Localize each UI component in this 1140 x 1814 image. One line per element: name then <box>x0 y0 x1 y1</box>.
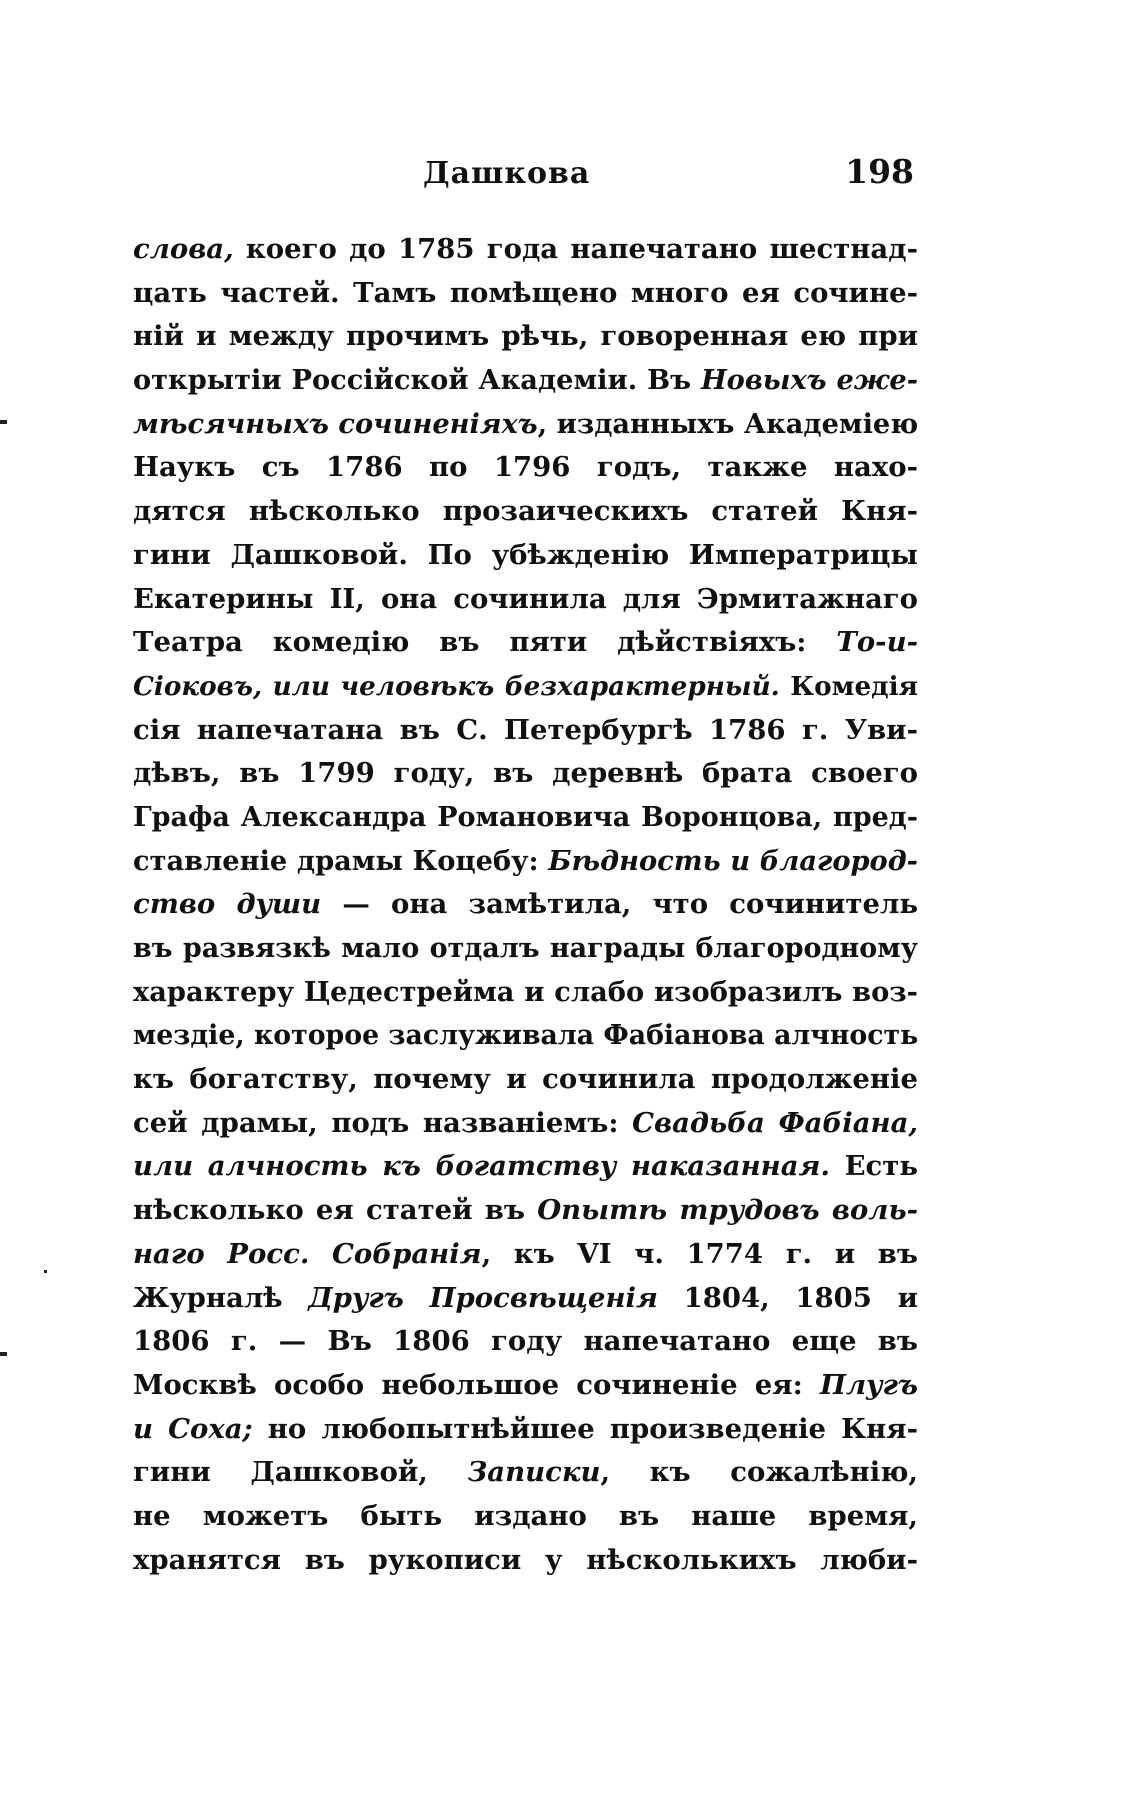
text-segment: 1806 г. — Въ 1806 году напечатано еще въ <box>133 1325 918 1358</box>
text-segment: нѣсколько ея статей въ <box>133 1194 538 1227</box>
body-text <box>133 228 918 1582</box>
text-line <box>133 1539 918 1583</box>
italic-title-segment: слова, <box>133 233 234 265</box>
text-segment: къ богатству, почему и сочинила продолженіе <box>133 1063 918 1096</box>
text-line <box>133 1014 918 1058</box>
text-segment: Графа Александра Романовича Воронцова, пред- <box>133 801 918 833</box>
text-line <box>133 1145 918 1189</box>
margin-dot <box>44 1270 47 1273</box>
text-line <box>133 971 918 1015</box>
text-segment: коего до 1785 года напечатано шестнад- <box>233 233 918 265</box>
italic-title-segment: наго Росс. Собранія <box>133 1237 482 1270</box>
text-segment: Театра комедію въ пяти дѣйствіяхъ: <box>133 626 837 659</box>
italic-title-segment: Плугъ <box>819 1368 918 1401</box>
italic-title-segment: или алчность къ богатству наказанная. <box>133 1150 830 1183</box>
text-line <box>133 796 918 840</box>
text-line <box>133 1364 918 1408</box>
italic-title-segment: Другъ Просвѣщенія <box>308 1281 658 1314</box>
text-segment: хранятся въ рукописи у нѣсколькихъ люби- <box>133 1543 918 1576</box>
text-segment: но любопытнѣйшее произведеніе Кня- <box>252 1412 918 1445</box>
italic-title-segment: Бѣдность и благород- <box>548 844 918 877</box>
text-line <box>133 1451 918 1495</box>
text-segment: сей драмы, подъ названіемъ: <box>133 1106 633 1139</box>
italic-title-segment: мѣсячныхъ сочиненіяхъ <box>133 407 538 440</box>
page-number: 198 <box>845 152 914 191</box>
text-segment: , къ VI ч. 1774 г. и въ <box>481 1237 918 1270</box>
italic-title-segment: Новыхъ еже- <box>700 364 918 397</box>
text-line <box>133 621 918 665</box>
text-segment: сія напечатана въ С. Петербургѣ 1786 г. Уви- <box>133 713 918 746</box>
text-segment: — она замѣтила, что сочинитель <box>321 888 918 921</box>
text-line <box>133 927 918 971</box>
text-segment: Екатерины II, она сочинила для Эрмитажнаго <box>133 582 918 615</box>
text-line <box>133 840 918 884</box>
text-segment: цать частей. Тамъ помѣщено много ея сочине- <box>133 276 918 309</box>
text-line <box>133 228 918 272</box>
text-line <box>133 1058 918 1102</box>
italic-title-segment: Записки <box>467 1456 601 1489</box>
text-line <box>133 752 918 796</box>
text-line <box>133 709 918 753</box>
text-line <box>133 1277 918 1321</box>
text-line <box>133 1189 918 1233</box>
margin-mark <box>0 420 7 424</box>
text-segment: ставленіе драмы Коцебу: <box>133 844 549 877</box>
text-segment: мездіе, которое заслуживала Фабіанова алчность <box>133 1020 918 1052</box>
running-head <box>133 152 918 202</box>
text-segment: Москвѣ особо небольшое сочиненіе ея: <box>133 1368 820 1401</box>
italic-title-segment: и Соха; <box>133 1412 253 1445</box>
text-line <box>133 1102 918 1146</box>
italic-title-segment: Свадьба Фабіана, <box>632 1106 918 1139</box>
text-line <box>133 665 918 709</box>
text-line <box>133 1320 918 1364</box>
text-segment: характеру Цедестрейма и слабо изобразилъ воз- <box>133 975 918 1008</box>
italic-title-segment: Опытѣ трудовъ воль- <box>537 1194 918 1227</box>
italic-title-segment: Сіоковъ, или человѣкъ безхарактерный. <box>133 670 780 702</box>
italic-title-segment: То-и- <box>836 626 918 659</box>
text-segment: 1804, 1805 и <box>657 1281 918 1314</box>
text-line <box>133 578 918 622</box>
text-line <box>133 490 918 534</box>
text-line <box>133 534 918 578</box>
text-segment: въ развязкѣ мало отдалъ награды благородному <box>133 933 918 964</box>
text-segment: ній и между прочимъ рѣчь, говоренная ею при <box>133 320 918 353</box>
text-segment: Наукъ съ 1786 по 1796 годъ, также нахо- <box>133 451 918 484</box>
text-line <box>133 315 918 359</box>
text-segment: , изданныхъ Академіею <box>537 407 918 440</box>
margin-mark <box>0 1352 7 1356</box>
text-line <box>133 1408 918 1452</box>
italic-title-segment: ство души <box>133 888 322 921</box>
text-segment: Журналѣ <box>133 1281 309 1314</box>
text-segment: не можетъ быть издано въ наше время, <box>133 1499 918 1532</box>
text-segment: , къ сожалѣнію, <box>600 1456 918 1489</box>
text-line <box>133 403 918 447</box>
text-segment: дятся нѣсколько прозаическихъ статей Кня- <box>133 495 918 528</box>
text-line <box>133 359 918 403</box>
text-segment: Комедія <box>779 670 918 702</box>
text-line <box>133 446 918 490</box>
text-line <box>133 1233 918 1277</box>
text-segment: гини Дашковой, <box>133 1456 468 1489</box>
text-segment: Есть <box>830 1150 918 1183</box>
running-title: Дашкова <box>423 156 591 191</box>
text-line <box>133 1495 918 1539</box>
text-segment: дѣвъ, въ 1799 году, въ деревнѣ брата своего <box>133 757 918 790</box>
text-segment: открытіи Россійской Академіи. Въ <box>133 364 701 397</box>
text-line <box>133 883 918 927</box>
text-line <box>133 272 918 316</box>
text-segment: гини Дашковой. По убѣжденію Императрицы <box>133 538 918 571</box>
